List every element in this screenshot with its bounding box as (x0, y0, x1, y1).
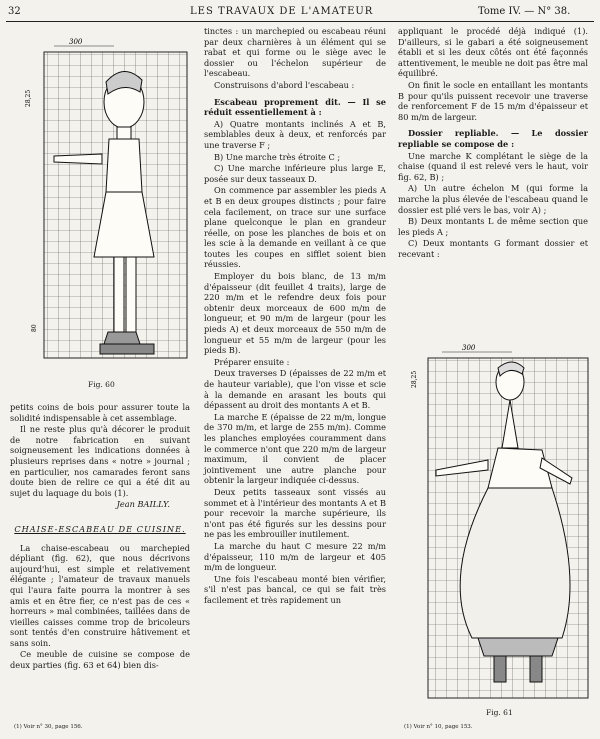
col2-paragraph-4: Employer du bois blanc, de 13 m/m d'épaisseur (dit feuillet 4 traits), large de 220 m/m et le refendre deux fois pour obtenir deux morceaux de 600 m/m de longueur, et 90 m/m de largeur (pour les pieds A) et deux morceaux de 550 m/m de longueur et 55 m/m de largeur (pour les pieds B). (204, 271, 386, 356)
column-1 (10, 402, 190, 672)
col1-paragraph-1: petits coins de bois pour assurer toute la solidité indispensable à cet assemblage. (10, 402, 190, 423)
header-rule (6, 21, 594, 22)
figure-61-caption: Fig. 61 (486, 708, 513, 717)
col2-paragraph-10: Une fois l'escabeau monté bien vérifier, s'il n'est pas bancal, ce qui se fait très facilement et très rapidement un (204, 573, 386, 605)
col1-footnote: (1) Voir n° 30, page 156. (14, 724, 83, 730)
fig60-dim-top: 300 (69, 38, 83, 46)
col1-paragraph-2: Il ne reste plus qu'à décorer le produit de notre fabrication en suivant soigneusement les indications données à plusieurs reprises dans « notre » journal ; en particulier, nos camarades feront sans doute bien de relire ce qui a été dit au sujet du laquage du bois (1). (10, 424, 190, 498)
col2-paragraph-8: Deux petits tasseaux sont vissés au sommet et à l'intérieur des montants A et B pour recevoir la marche supérieure, ils n'ont pas été figurés sur les dessins pour ne pas les embrouiller inutilement. (204, 486, 386, 540)
col2-heading-escabeau: Escabeau proprement dit. — Il se réduit essentiellement à : (204, 96, 386, 118)
col3-footnote: (1) Voir n° 10, page 153. (404, 724, 473, 730)
column-2 (204, 26, 386, 606)
col2-paragraph-7: La marche E (épaisse de 22 m/m, longue de 370 m/m, et large de 255 m/m). Comme les planches employées couramment dans le commerce n'ont que 220 m/m de largeur maximum, il convient de placer jointivement une autre planche pour obtenir la largeur indiquée ci-dessus. (204, 411, 386, 486)
author-signature: Jean BAILLY. (116, 499, 170, 510)
figure-60-caption: Fig. 60 (88, 380, 115, 389)
col3-paragraph-1: appliquant le procédé déjà indiqué (1). D'ailleurs, si le gabari a été soigneusement établi et si les deux côtés ont été façonnés attentivement, le meuble ne doit pas être mal équilibré. (398, 26, 588, 79)
col2-paragraph-2: Construisons d'abord l'escabeau : (214, 79, 355, 90)
col2-paragraph-5: Préparer ensuite : (214, 356, 290, 367)
col1-paragraph-3: La chaise-escabeau ou marchepied dépliant (fig. 62), que nous décrivons aujourd'hui, est simple et relativement élégante ; l'amateur de travaux manuels qui l'aura faite pourra la montrer à ses amis et en être fier, ce n'est pas de ces « horreurs » mal combinées, taillées dans de vieilles caisses comme trop de bricoleurs sont tentés d'en construire hâtivement et sans soin. (10, 542, 190, 648)
col2-paragraph-6: Deux traverses D (épaisses de 22 m/m et de hauteur variable), que l'on visse et scie à la demande en arasant les bouts qui dépassent au droit des montants A et B. (204, 368, 386, 411)
page-header (0, 0, 600, 22)
page-number: 32 (8, 6, 21, 17)
figure-61 (402, 338, 592, 710)
col2-item-a: A) Quatre montants inclinés A et B, semblables deux à deux, et renforcés par une traverse F ; (204, 118, 386, 150)
journal-title: LES TRAVAUX DE L'AMATEUR (190, 6, 374, 17)
col3-item-b: B) Deux montants L de même section que les pieds A ; (398, 216, 588, 237)
figure-60 (14, 32, 194, 374)
col3-item-c: C) Deux montants G formant dossier et recevant : (398, 238, 588, 259)
col3-paragraph-3: Une marche K complétant le siège de la chaise (quand il est relevé vers le haut, voir fig. 62, B) ; (398, 150, 588, 182)
col2-paragraph-1: tinctes : un marchepied ou escabeau réuni par deux charnières à un élément qui se rabat et qui forme ou le siège avec le dossier ou l'échelon supérieur de l'escabeau. (204, 26, 386, 79)
fig60-dim-side2: 80 (31, 324, 38, 332)
issue-number: Tome IV. — N° 38. (478, 6, 571, 17)
col2-paragraph-9: La marche du haut C mesure 22 m/m d'épaisseur, 110 m/m de largeur et 405 m/m de longueur. (204, 540, 386, 573)
col3-paragraph-2: On finit le socle en entaillant les montants B pour qu'ils puissent recevoir une traverse de renforcement F de 15 m/m d'épaisseur et 80 m/m de largeur. (398, 79, 588, 122)
fig61-dim-top: 300 (462, 344, 476, 352)
article-title: CHAISE-ESCABEAU DE CUISINE. (14, 523, 186, 534)
col2-item-b: B) Une marche très étroite C ; (214, 151, 341, 162)
fig60-dim-side: 28,25 (25, 89, 32, 107)
col2-paragraph-3: On commence par assembler les pieds A et B en deux groupes distincts ; pour faire cela facilement, on trace sur une surface plane quelconque le plan en grandeur réelle, on pose les planches de bois et on les scie à la demande en veillant à ce que toutes les coupes en sifflet soient bien réussies. (204, 185, 386, 270)
col3-item-a: A) Un autre échelon M (qui forme la marche la plus élevée de l'escabeau quand le dossier est plié vers le bas, voir A) ; (398, 183, 588, 215)
column-3 (398, 26, 588, 260)
figure-61-drawing (402, 338, 592, 710)
fig61-dim-side: 28,25 (411, 370, 418, 388)
figure-60-drawing (14, 32, 194, 374)
col3-heading-dossier: Dossier repliable. — Le dossier repliable se compose de : (398, 128, 588, 149)
col2-item-c: C) Une marche inférieure plus large E, posée sur deux tasseaux D. (204, 163, 386, 184)
col1-paragraph-4: Ce meuble de cuisine se compose de deux parties (fig. 63 et 64) bien dis- (10, 649, 190, 671)
